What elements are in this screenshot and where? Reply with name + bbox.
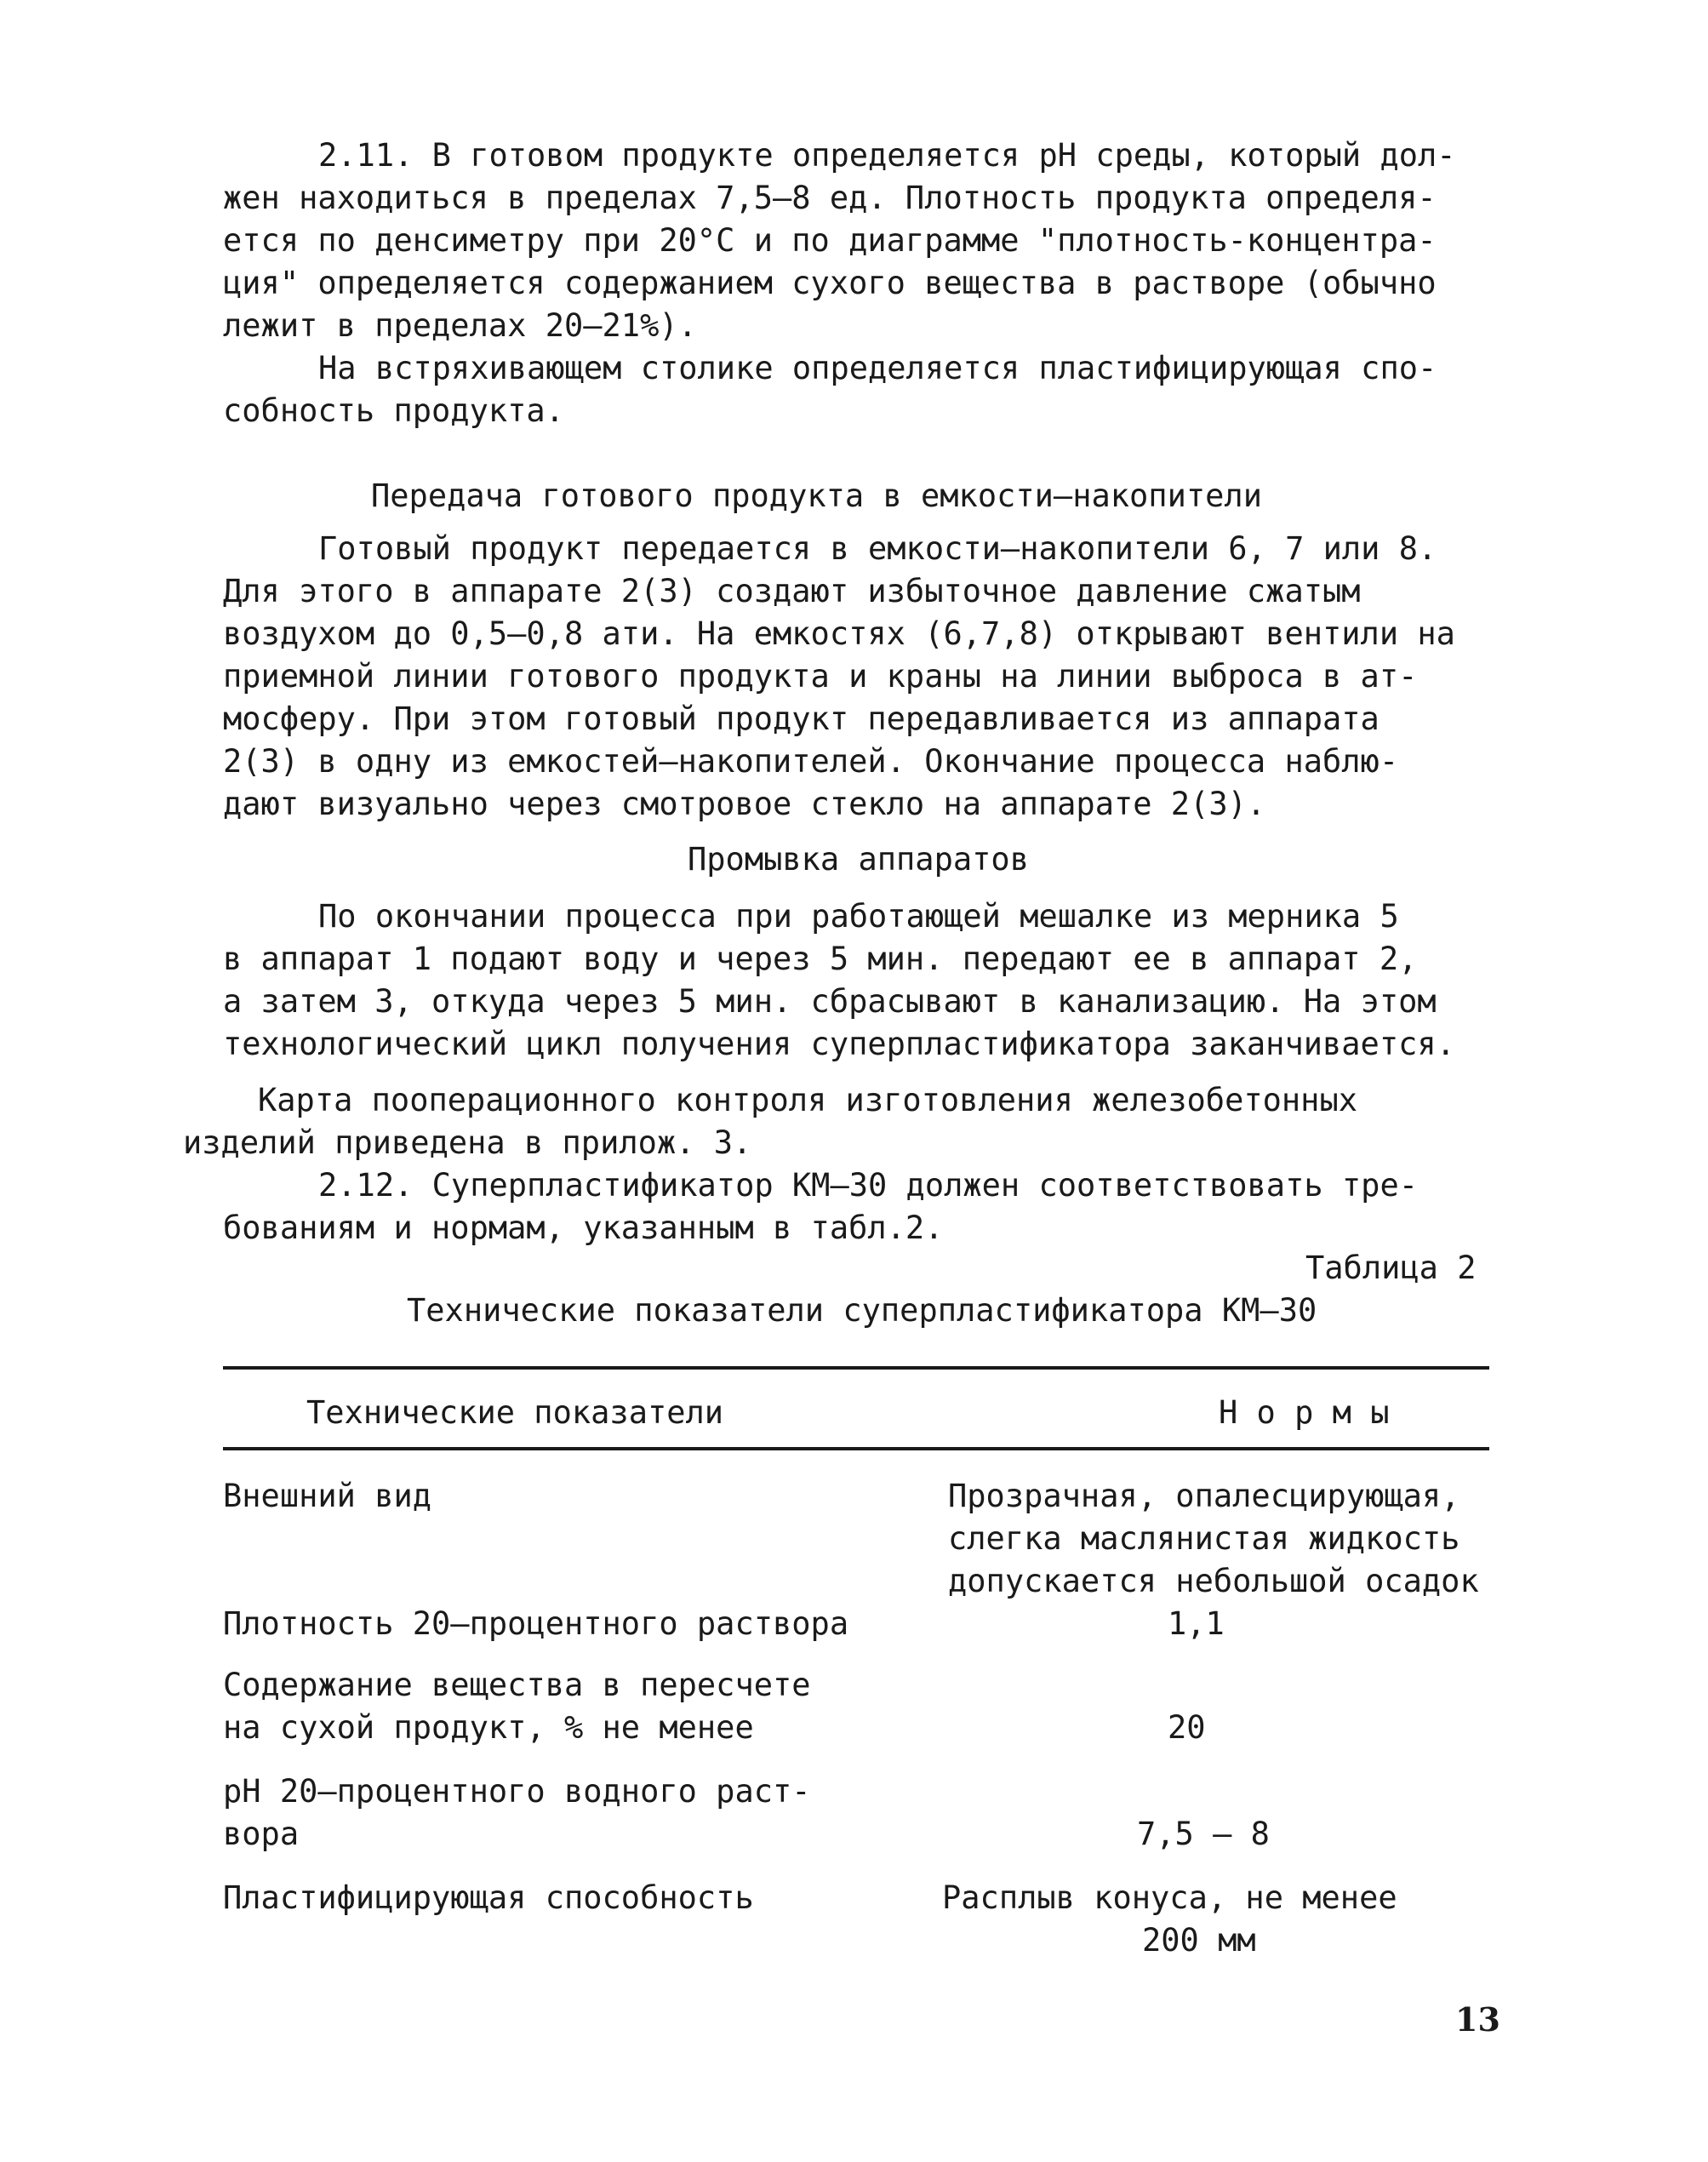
table-row-indicator: Плотность 20–процентного раствора (223, 1605, 849, 1642)
paragraph-wash (223, 895, 1491, 1066)
table-row-indicator: Содержание вещества в пересчете (223, 1667, 811, 1703)
table-row-norm: Расплыв конуса, не менее (942, 1879, 1397, 1916)
table-row-norm: Прозрачная, опалесцирующая, (948, 1478, 1460, 1514)
section-heading-wash: Промывка аппаратов (688, 841, 1029, 878)
table-row-indicator: рН 20–процентного водного раст- (223, 1773, 811, 1810)
column-header-norm: Н о р м ы (1219, 1394, 1390, 1431)
paragraph-2-11 (223, 134, 1491, 347)
paragraph-2-12 (223, 1164, 1491, 1250)
table-row-indicator: на сухой продукт, % не менее (223, 1709, 754, 1746)
text-line: ется по денсиметру при 20°С и по диаграмме "плотность-концентра- (223, 222, 1437, 259)
table-row-indicator: вора (223, 1816, 300, 1852)
table-row-norm: 7,5 – 8 (1137, 1816, 1270, 1852)
table-top-rule (223, 1366, 1489, 1370)
text-line: приемной линии готового продукта и краны на линии выброса в ат- (223, 658, 1418, 695)
paragraph-control-card (183, 1079, 1451, 1164)
column-header-indicator: Технические показатели (306, 1394, 724, 1431)
text-line: дают визуально через смотровое стекло на аппарате 2(3). (223, 786, 1266, 822)
text-line: Карта пооперационного контроля изготовления железобетонных (258, 1082, 1358, 1118)
page-number: 13 (1455, 2000, 1500, 2039)
text-line: бованиям и нормам, указанным в табл.2. (223, 1210, 944, 1246)
text-line: технологический цикл получения суперпластификатора заканчивается. (223, 1026, 1455, 1062)
table-row-norm: 200 мм (1142, 1922, 1256, 1959)
text-line: в аппарат 1 подают воду и через 5 мин. передают ее в аппарат 2, (223, 941, 1418, 977)
paragraph-shaking-table (223, 347, 1491, 432)
table-caption: Технические показатели суперпластификатора КМ–30 (407, 1292, 1317, 1329)
text-line: На встряхивающем столике определяется пластифицирующая спо- (318, 350, 1437, 386)
text-line: жен находиться в пределах 7,5–8 ед. Плотность продукта определя- (223, 180, 1437, 216)
table-row-norm: слегка маслянистая жидкость (948, 1520, 1460, 1557)
text-line: ция" определяется содержанием сухого вещества в растворе (обычно (223, 265, 1437, 301)
table-row-indicator: Пластифицирующая способность (223, 1879, 754, 1916)
table-label: Таблица 2 (1305, 1250, 1477, 1286)
table-row-indicator: Внешний вид (223, 1478, 432, 1514)
table-row-norm: допускается небольшой осадок (948, 1563, 1479, 1599)
text-line: Готовый продукт передается в емкости–накопители 6, 7 или 8. (318, 530, 1437, 567)
section-heading-transfer: Передача готового продукта в емкости–накопители (371, 478, 1262, 514)
table-row-norm: 1,1 (1168, 1605, 1225, 1642)
text-line: мосферу. При этом готовый продукт передавливается из аппарата (223, 701, 1380, 737)
text-line: 2.11. В готовом продукте определяется рН среды, который дол- (318, 137, 1456, 174)
table-row-norm: 20 (1168, 1709, 1206, 1746)
text-line: воздухом до 0,5–0,8 ати. На емкостях (6,7,8) открывают вентили на (223, 615, 1455, 652)
text-line: По окончании процесса при работающей мешалке из мерника 5 (318, 898, 1399, 935)
table-header-rule (223, 1447, 1489, 1450)
text-line: 2.12. Суперпластификатор КМ–30 должен соответствовать тре- (318, 1167, 1419, 1204)
text-line: собность продукта. (223, 392, 564, 429)
text-line: лежит в пределах 20–21%). (223, 307, 697, 344)
paragraph-transfer (223, 528, 1491, 826)
text-line: а затем 3, откуда через 5 мин. сбрасывают в канализацию. На этом (223, 983, 1437, 1020)
text-line: 2(3) в одну из емкостей–накопителей. Окончание процесса наблю- (223, 743, 1399, 780)
text-line: Для этого в аппарате 2(3) создают избыточное давление сжатым (223, 573, 1361, 609)
text-line: изделий приведена в прилож. 3. (183, 1124, 752, 1161)
